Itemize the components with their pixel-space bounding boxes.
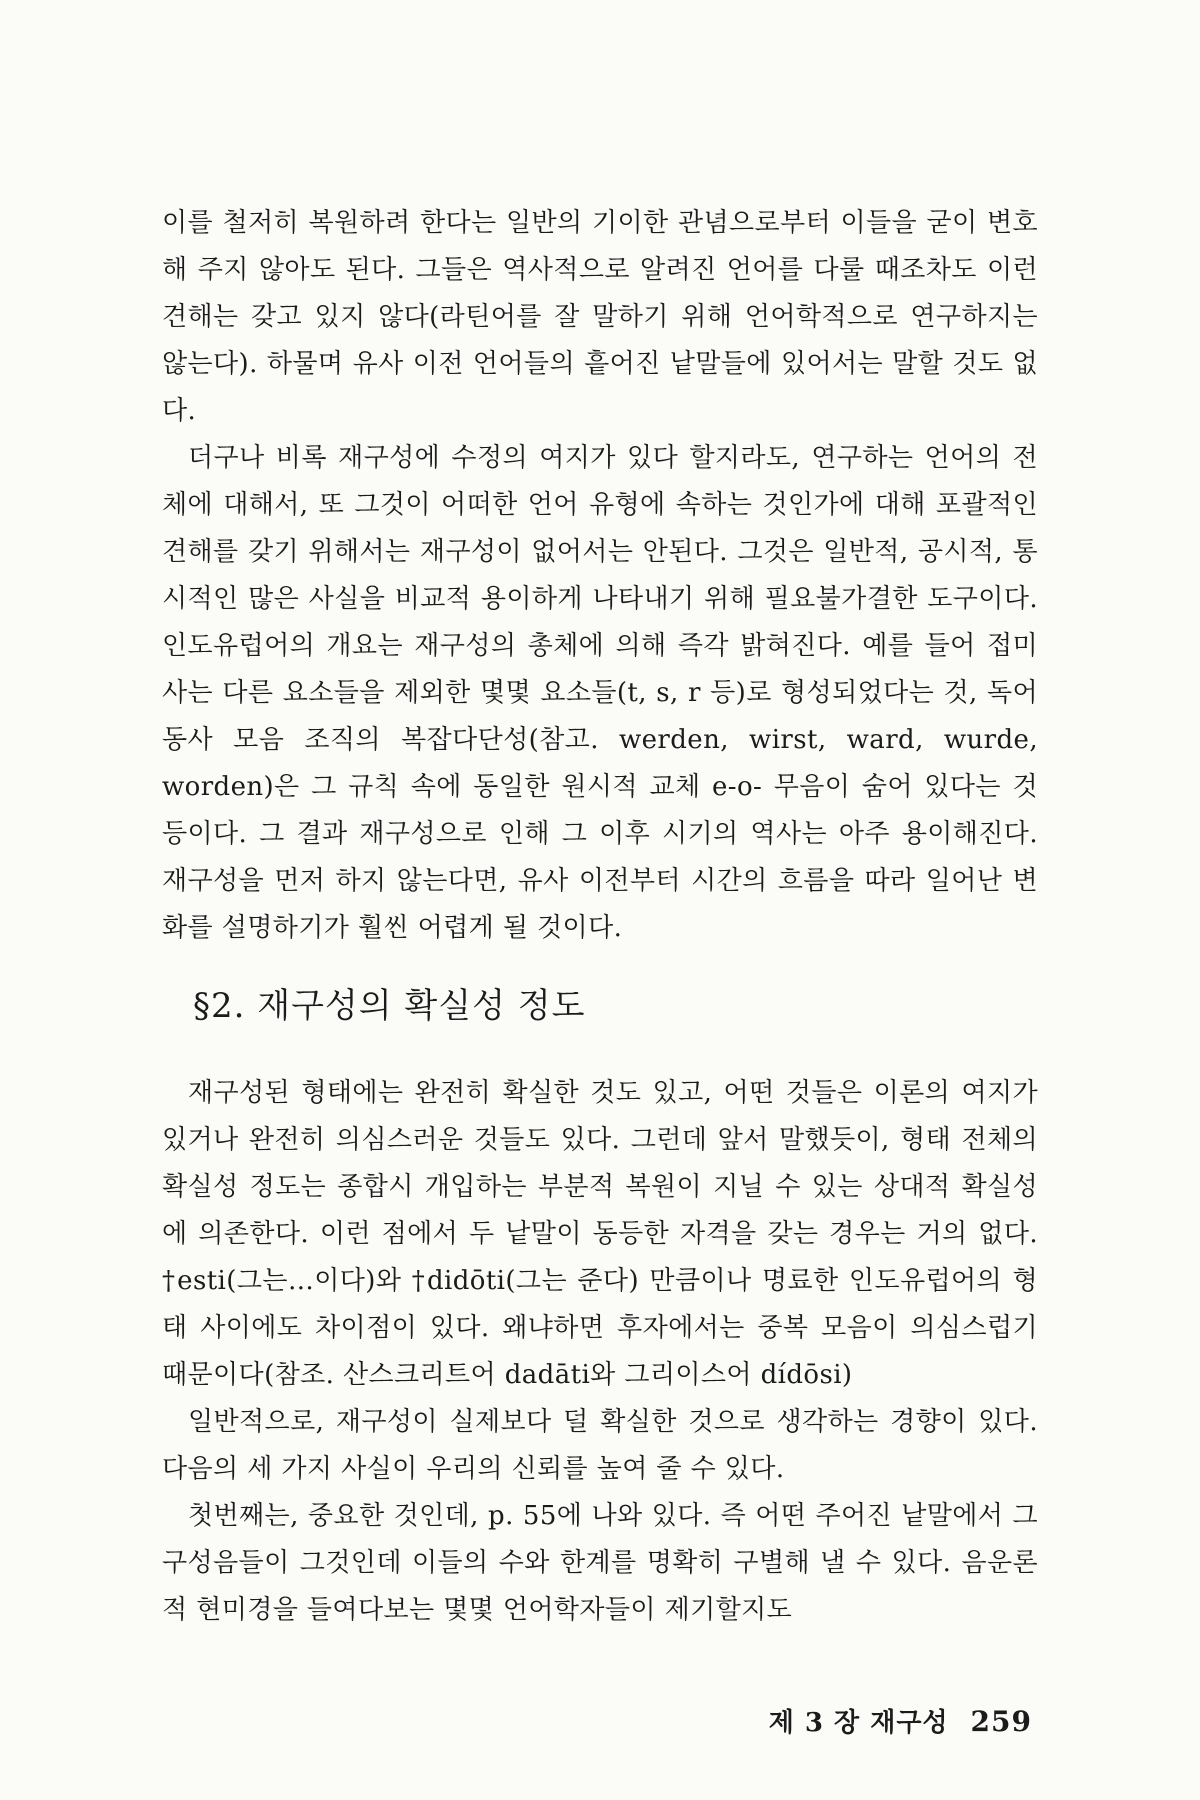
paragraph: 더구나 비록 재구성에 수정의 여지가 있다 할지라도, 연구하는 언어의 전체에 대해서, 또 그것이 어떠한 언어 유형에 속하는 것인가에 대해 포괄적인 견해를 갖기 위해서는 재구성이 없어서는 안된다. 그것은 일반적, 공시적, 통시적인 많은 사실을 비교적 용이하게 나타내기 위해 필요불가결한 도구이다. 인도유럽어의 개요는 재구성의 총체에 의해 즉각 밝혀진다. 예를 들어 접미사는 다른 요소들을 제외한 몇몇 요소들(t, s, r 등)로 형성되었다는 것, 독어 동사 모음 조직의 복잡다단성(참고. werden, wirst, ward, wurde, worden)은 그 규칙 속에 동일한 원시적 교체 e-o- 무음이 숨어 있다는 것 등이다. 그 결과 재구성으로 인해 그 이후 시기의 역사는 아주 용이해진다. 재구성을 먼저 하지 않는다면, 유사 이전부터 시간의 흐름을 따라 일어난 변화를 설명하기가 훨씬 어렵게 될 것이다. (162, 443, 1038, 943)
paragraph: 일반적으로, 재구성이 실제보다 덜 확실한 것으로 생각하는 경향이 있다. 다음의 세 가지 사실이 우리의 신뢰를 높여 줄 수 있다. (162, 1407, 1038, 1484)
running-title: 제 3 장 재구성 (768, 1708, 949, 1738)
body-text-bottom (162, 1070, 1038, 1634)
paragraph: 이를 철저히 복원하려 한다는 일반의 기이한 관념으로부터 이들을 굳이 변호해 주지 않아도 된다. 그들은 역사적으로 알려진 언어를 다룰 때조차도 이런 견해는 갖고 있지 않다(라틴어를 잘 말하기 위해 언어학적으로 연구하지는 않는다). 하물며 유사 이전 언어들의 흩어진 낱말들에 있어서는 말할 것도 없다. (162, 208, 1038, 426)
body-text-top (162, 200, 1038, 952)
page-number: 259 (970, 1705, 1032, 1738)
section-heading: §2. 재구성의 확실성 정도 (193, 986, 586, 1026)
paragraph: 첫번째는, 중요한 것인데, p. 55에 나와 있다. 즉 어떤 주어진 낱말에서 그 구성음들이 그것인데 이들의 수와 한계를 명확히 구별해 낼 수 있다. 음운론적 현미경을 들여다보는 몇몇 언어학자들이 제기할지도 (162, 1501, 1038, 1625)
paragraph: 재구성된 형태에는 완전히 확실한 것도 있고, 어떤 것들은 이론의 여지가 있거나 완전히 의심스러운 것들도 있다. 그런데 앞서 말했듯이, 형태 전체의 확실성 정도는 종합시 개입하는 부분적 복원이 지닐 수 있는 상대적 확실성에 의존한다. 이런 점에서 두 낱말이 동등한 자격을 갖는 경우는 거의 없다. †esti(그는…이다)와 †didōti(그는 준다) 만큼이나 명료한 인도유럽어의 형태 사이에도 차이점이 있다. 왜냐하면 후자에서는 중복 모음이 의심스럽기 때문이다(참조. 산스크리트어 dadāti와 그리이스어 dídōsi) (162, 1078, 1038, 1390)
page-footer (769, 1702, 1032, 1739)
